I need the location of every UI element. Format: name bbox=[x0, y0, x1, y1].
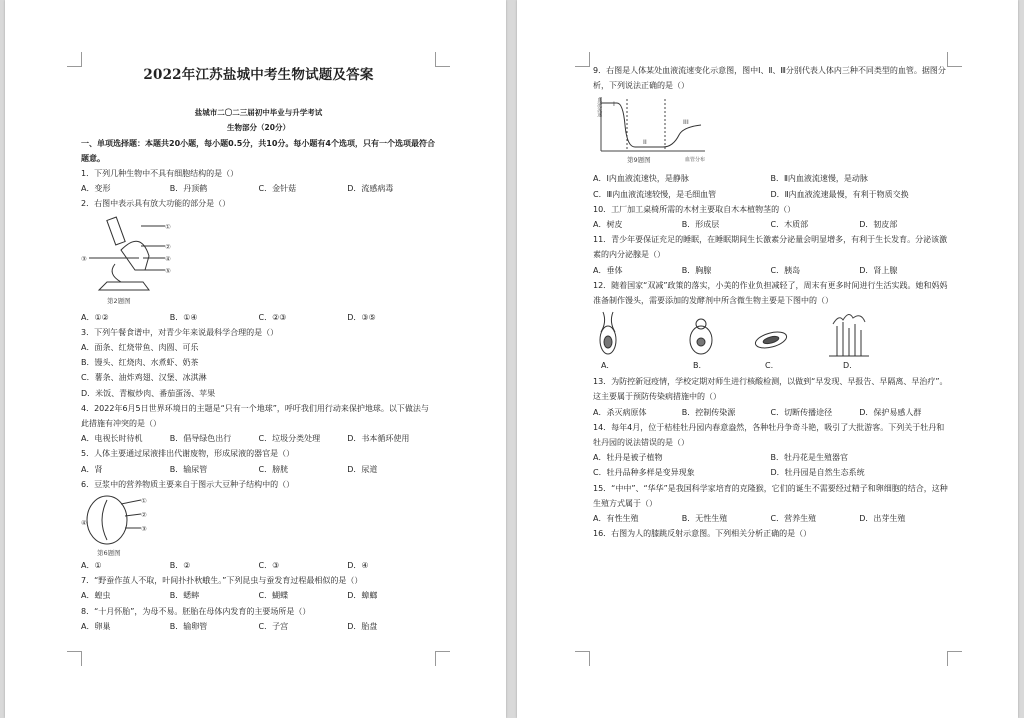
figure-caption: 第2题图 bbox=[107, 296, 131, 305]
option: A．电视长时待机 bbox=[81, 434, 143, 444]
blood-flow-figure bbox=[593, 95, 948, 169]
microscope-illustration bbox=[81, 214, 171, 298]
option: B．胸腺 bbox=[681, 265, 712, 275]
q13-options bbox=[593, 405, 948, 420]
figure-label: ④ bbox=[81, 519, 87, 528]
option: C．②③ bbox=[258, 312, 287, 322]
option: B．形成层 bbox=[681, 220, 720, 230]
figure-label: ② bbox=[141, 511, 147, 520]
question-8: 8．“十月怀胎”，为母不易。胚胎在母体内发育的主要场所是（） bbox=[81, 606, 311, 616]
option: D．保护易感人群 bbox=[859, 407, 922, 417]
option: A．卵巢 bbox=[81, 621, 111, 631]
option: C．垃圾分类处理 bbox=[258, 434, 321, 444]
question-12: 12．随着国家“双减”政策的落实，小美的作业负担减轻了，周末有更多时间进行生活实践。她和妈妈准备制作馒头，需要添加的发酵剂中所含微生物主要是下图中的（） bbox=[593, 280, 948, 306]
option: B. bbox=[693, 361, 702, 371]
option: B．①④ bbox=[169, 312, 198, 322]
q9-options-row1 bbox=[593, 171, 948, 186]
figure-label: ③ bbox=[81, 254, 87, 263]
q11-options bbox=[593, 263, 948, 278]
figure-label: ④ bbox=[165, 254, 171, 263]
figure-label: ① bbox=[165, 222, 171, 231]
option: D．尿道 bbox=[347, 464, 378, 474]
option: B．倡导绿色出行 bbox=[169, 434, 232, 444]
question-6: 6．豆浆中的营养物质主要来自于图示大豆种子结构中的（） bbox=[81, 479, 295, 489]
region-label: III bbox=[683, 118, 689, 127]
option: C．蝴蝶 bbox=[258, 591, 289, 601]
option: D．胎盘 bbox=[347, 621, 378, 631]
option: D．书本循环使用 bbox=[347, 434, 410, 444]
option: B．② bbox=[169, 561, 191, 571]
option: A．蝗虫 bbox=[81, 591, 111, 601]
exam-name: 盐城市二〇二三届初中毕业与升学考试 bbox=[194, 108, 323, 118]
option: C．Ⅲ内血液流速较慢，是毛细血管 bbox=[593, 189, 717, 199]
region-label: I bbox=[613, 100, 615, 109]
question-11: 11．青少年要保证充足的睡眠，在睡眠期间生长激素分泌量会明显增多，有利于生长发育。分泌该激素的内分泌腺是（） bbox=[593, 235, 948, 260]
option: B．丹顶鹤 bbox=[169, 184, 208, 194]
option: A. bbox=[601, 361, 609, 371]
option: C．子宫 bbox=[258, 621, 289, 631]
option: D．流感病毒 bbox=[347, 184, 394, 194]
option: C. bbox=[765, 361, 774, 371]
question-5: 5．人体主要通过尿液排出代谢废物，形成尿液的器官是（） bbox=[81, 449, 295, 459]
crop-mark bbox=[435, 651, 450, 666]
figure-label: ② bbox=[165, 242, 171, 251]
crop-mark bbox=[575, 651, 590, 666]
option: D．Ⅱ内血液流速最慢，有利于物质交换 bbox=[770, 189, 909, 199]
section-title: 生物部分（20分） bbox=[227, 123, 290, 133]
q5-options bbox=[81, 462, 436, 477]
microbe-illustrations bbox=[593, 310, 883, 358]
option: A．树皮 bbox=[593, 220, 623, 230]
option: B．控制传染源 bbox=[681, 407, 736, 417]
option: D．米饭、青椒炒肉、番茄蛋汤、苹果 bbox=[81, 388, 216, 398]
option: D．肾上腺 bbox=[859, 265, 898, 275]
crop-mark bbox=[67, 52, 82, 67]
option: C．胰岛 bbox=[770, 265, 801, 275]
option: D．韧皮部 bbox=[859, 220, 898, 230]
question-9: 9．右图是人体某处血液流速变化示意图，图中Ⅰ、Ⅱ、Ⅲ分别代表人体内三种不同类型的血管。据图分析，下列说法正确的是（） bbox=[593, 66, 946, 91]
q7-options bbox=[81, 588, 436, 603]
document-title: 2022年江苏盐城中考生物试题及答案 bbox=[143, 67, 374, 83]
option: D．出芽生殖 bbox=[859, 514, 906, 524]
option: A．牡丹是被子植物 bbox=[593, 453, 663, 463]
figure-label: ① bbox=[141, 497, 147, 506]
question-2: 2．右图中表示具有放大功能的部分是（） bbox=[81, 199, 231, 209]
question-1: 1．下列几种生物中不具有细胞结构的是（） bbox=[81, 169, 239, 179]
option: C．金针菇 bbox=[258, 184, 297, 194]
page-1-content bbox=[81, 64, 436, 634]
chart-ylabel: 血液流速 bbox=[596, 97, 603, 118]
q6-options bbox=[81, 558, 436, 573]
soybean-figure bbox=[81, 494, 436, 556]
option: C．牡丹品种多样是变异现象 bbox=[593, 468, 695, 478]
option: C．③ bbox=[258, 561, 280, 571]
option: A．Ⅰ内血液流速快，是静脉 bbox=[593, 174, 689, 184]
region-label: II bbox=[643, 138, 647, 147]
q8-options bbox=[81, 619, 436, 634]
option: A．杀灭病原体 bbox=[593, 407, 647, 417]
q9-options-row2 bbox=[593, 187, 948, 202]
option: B．输卵管 bbox=[169, 621, 208, 631]
question-15: 15．“中中”、“华华”是我国科学家培育的克隆猴，它们的诞生不需要经过精子和卵细胞的结合，这种生殖方式属于（） bbox=[593, 483, 948, 508]
q15-options bbox=[593, 511, 948, 526]
option: B．蟋蟀 bbox=[169, 591, 200, 601]
option: B．馒头、红烧肉、水煮虾、奶茶 bbox=[81, 358, 199, 368]
microscope-figure bbox=[81, 214, 436, 308]
figure-label: ⑤ bbox=[165, 266, 171, 275]
document-page-1 bbox=[5, 0, 506, 718]
q14-options-row2 bbox=[593, 465, 948, 480]
figure-label: ③ bbox=[141, 525, 147, 534]
q4-options bbox=[81, 431, 436, 446]
option: C．薯条、油炸鸡翅、汉堡、冰淇淋 bbox=[81, 373, 207, 383]
option: A．面条、红烧带鱼、肉圆、可乐 bbox=[81, 343, 199, 353]
option: C．膀胱 bbox=[258, 464, 289, 474]
crop-mark bbox=[67, 651, 82, 666]
blood-flow-chart bbox=[593, 95, 713, 159]
question-16: 16．右图为人的膝跳反射示意图。下列相关分析正确的是（） bbox=[593, 529, 812, 539]
document-page-2 bbox=[517, 0, 1018, 718]
crop-mark bbox=[947, 52, 962, 67]
option: D．④ bbox=[347, 561, 369, 571]
question-10: 10．工厂加工桌椅所需的木材主要取自木本植物茎的（） bbox=[593, 204, 796, 214]
option: A．① bbox=[81, 561, 102, 571]
page-2-content bbox=[593, 63, 948, 541]
q2-options bbox=[81, 310, 436, 325]
option: C．切断传播途径 bbox=[770, 407, 833, 417]
instructions: 一、单项选择题：本题共20小题，每小题0.5分，共10分。每小题有4个选项，只有一个选项最符合题意。 bbox=[81, 138, 435, 163]
option: B．输尿管 bbox=[169, 464, 208, 474]
option: D．③⑤ bbox=[347, 312, 376, 322]
question-7: 7．“野蚕作茧人不取，叶间扑扑秋蛾生。”下列昆虫与蚕发育过程最相似的是（） bbox=[81, 576, 363, 586]
q1-options bbox=[81, 181, 436, 196]
option: A．①② bbox=[81, 312, 109, 322]
option: C．木质部 bbox=[770, 220, 809, 230]
option: D．牡丹园是自然生态系统 bbox=[770, 468, 865, 478]
question-4: 4．2022年6月5日世界环境日的主题是“只有一个地球”，呼吁我们用行动来保护地球。以下做法与此措施有冲突的是（） bbox=[81, 403, 429, 429]
question-13: 13．为防控新冠疫情，学校定期对师生进行核酸检测，以做到“早发现、早报告、早隔离、早治疗”。这主要属于预防传染病措施中的（） bbox=[593, 377, 948, 402]
question-14: 14．每年4月，位于桔桂牡丹园内春意盎然，各种牡丹争奇斗艳，吸引了大批游客。下列关于牡丹和牡丹园的说法错误的是（） bbox=[593, 422, 945, 448]
chart-xlabel: 血管分布 bbox=[685, 157, 706, 164]
question-3: 3．下列午餐食谱中，对青少年来说最科学合理的是（） bbox=[81, 327, 279, 337]
crop-mark bbox=[435, 52, 450, 67]
figure-caption: 第9题图 bbox=[627, 156, 651, 165]
option: A．变形 bbox=[81, 184, 111, 194]
figure-caption: 第6题图 bbox=[97, 549, 121, 558]
option: B．无性生殖 bbox=[681, 514, 728, 524]
option: B．牡丹花是生殖器官 bbox=[770, 453, 848, 463]
option: A．有性生殖 bbox=[593, 514, 639, 524]
q10-options bbox=[593, 217, 948, 232]
crop-mark bbox=[575, 52, 590, 67]
microbe-figure bbox=[593, 310, 948, 372]
crop-mark bbox=[947, 651, 962, 666]
option: D．蟑螂 bbox=[347, 591, 378, 601]
option: A．垂体 bbox=[593, 265, 623, 275]
option: A．肾 bbox=[81, 464, 103, 474]
q14-options-row1 bbox=[593, 450, 948, 465]
option: C．营养生殖 bbox=[770, 514, 817, 524]
option: B．Ⅱ内血液流速慢，是动脉 bbox=[770, 174, 868, 184]
option: D. bbox=[843, 361, 852, 371]
